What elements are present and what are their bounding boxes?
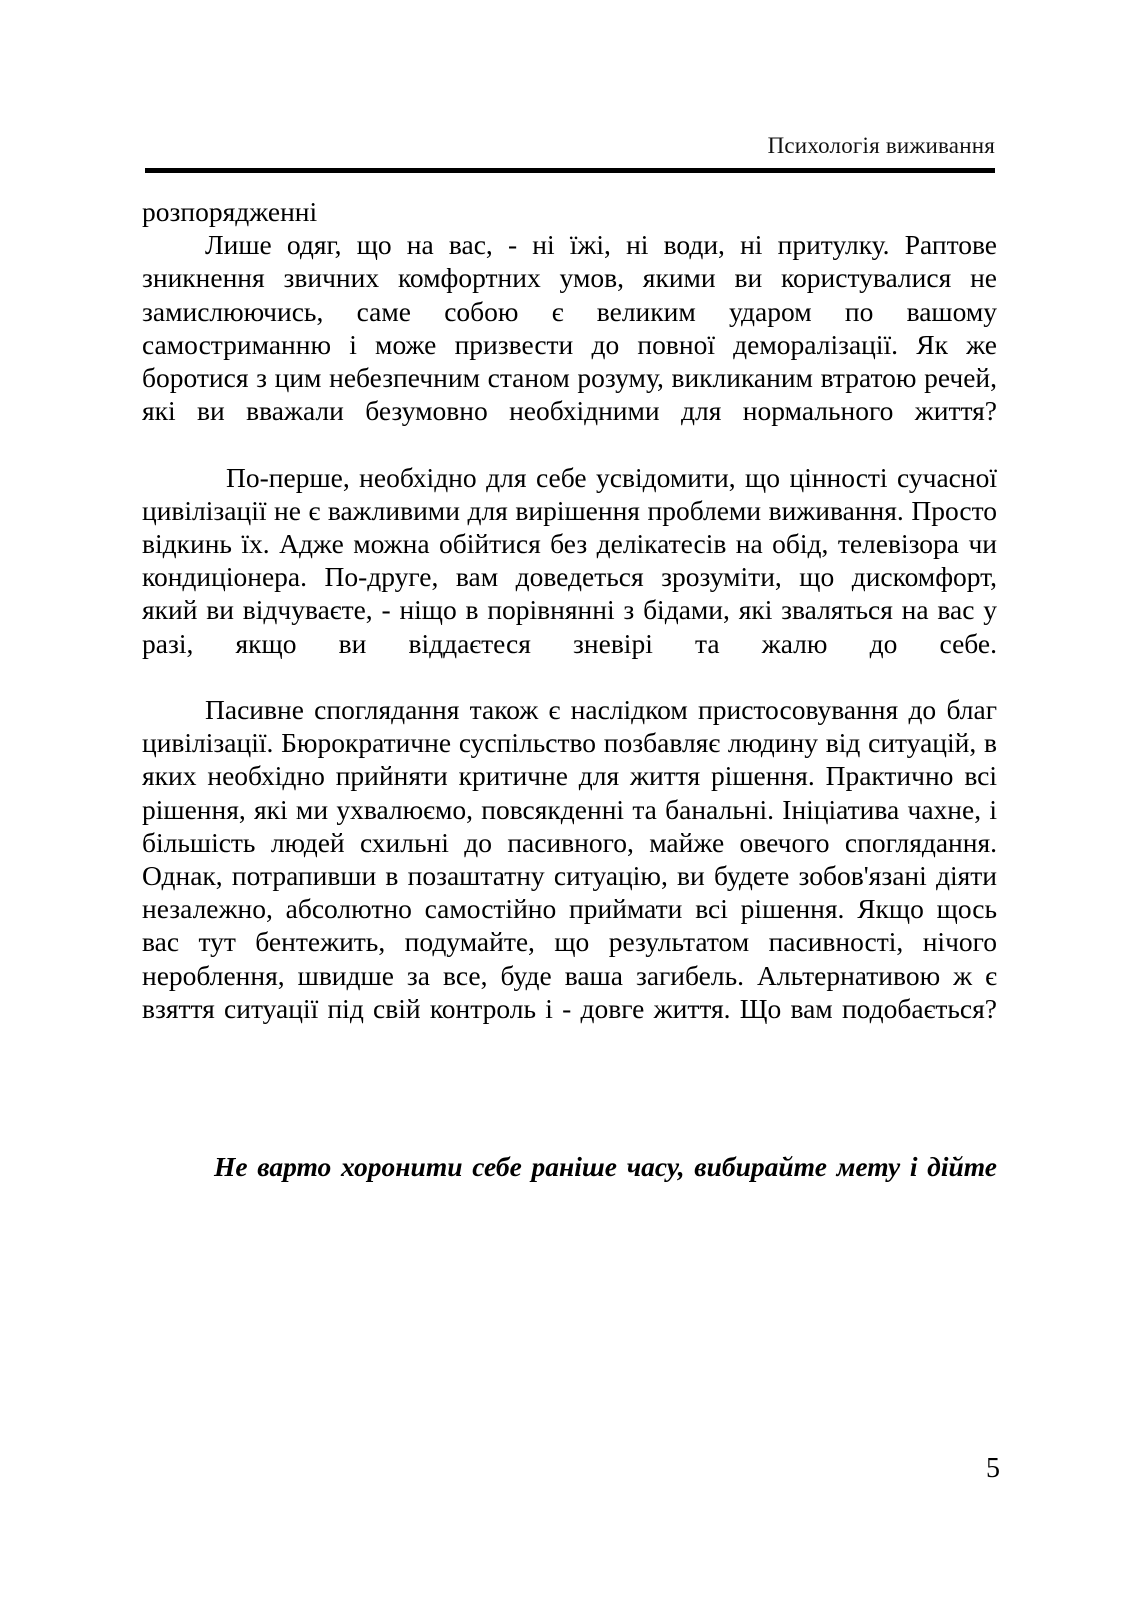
- body-text-block: [142, 195, 997, 1058]
- paragraph-continuation: розпорядженні: [142, 196, 318, 227]
- running-header: Психологія виживання: [767, 133, 995, 158]
- paragraph-clothes-only: Лише одяг, що на вас, - ні їжі, ні води, ні притулку. Раптове зникнення звичних комфортних умов, якими ви користувалися не замислюючись, саме собою є великим ударом по вашому самостриманню і може призвести до повної деморалізації. Як же боротися з цим небезпечним станом розуму, викликаним втратою речей, які ви вважали безумовно необхідними для нормального життя?: [142, 229, 997, 427]
- paragraph-firstly: По-перше, необхідно для себе усвідомити, що цінності сучасної цивілізації не є важливими для вирішення проблеми виживання. Просто відкинь їх. Адже можна обійтися без делікатесів на обід, телевізора чи кондиціонера. По-друге, вам доведеться зрозуміти, що дискомфорт, який ви відчуваєте, - ніщо в порівнянні з бідами, які зваляться на вас у разі, якщо ви віддаєтеся зневірі та жалю до себе.: [142, 461, 997, 659]
- section-heading: Не варто хоронити себе раніше часу, вибирайте мету і дійте: [214, 1151, 997, 1182]
- page-number: 5: [986, 1453, 1000, 1484]
- paragraph-passive-contemplation: Пасивне споглядання також є наслідком пристосовування до благ цивілізації. Бюрократичне суспільство позбавляє людину від ситуацій, в яких необхідно прийняти критичне для життя рішення. Практично всі рішення, які ми ухвалюємо, повсякденні та банальні. Ініціатива чахне, і більшість людей схильні до пасивного, майже овечого споглядання. Однак, потрапивши в позаштатну ситуацію, ви будете зобов'язані діяти незалежно, абсолютно самостійно приймати всі рішення. Якщо щось вас тут бентежить, подумайте, що результатом пасивності, нічого нероблення, швидше за все, буде ваша загибель. Альтернативою ж є взяття ситуації під свій контроль і - довге життя. Що вам подобається?: [142, 694, 997, 1024]
- header-divider-rule: [145, 168, 995, 173]
